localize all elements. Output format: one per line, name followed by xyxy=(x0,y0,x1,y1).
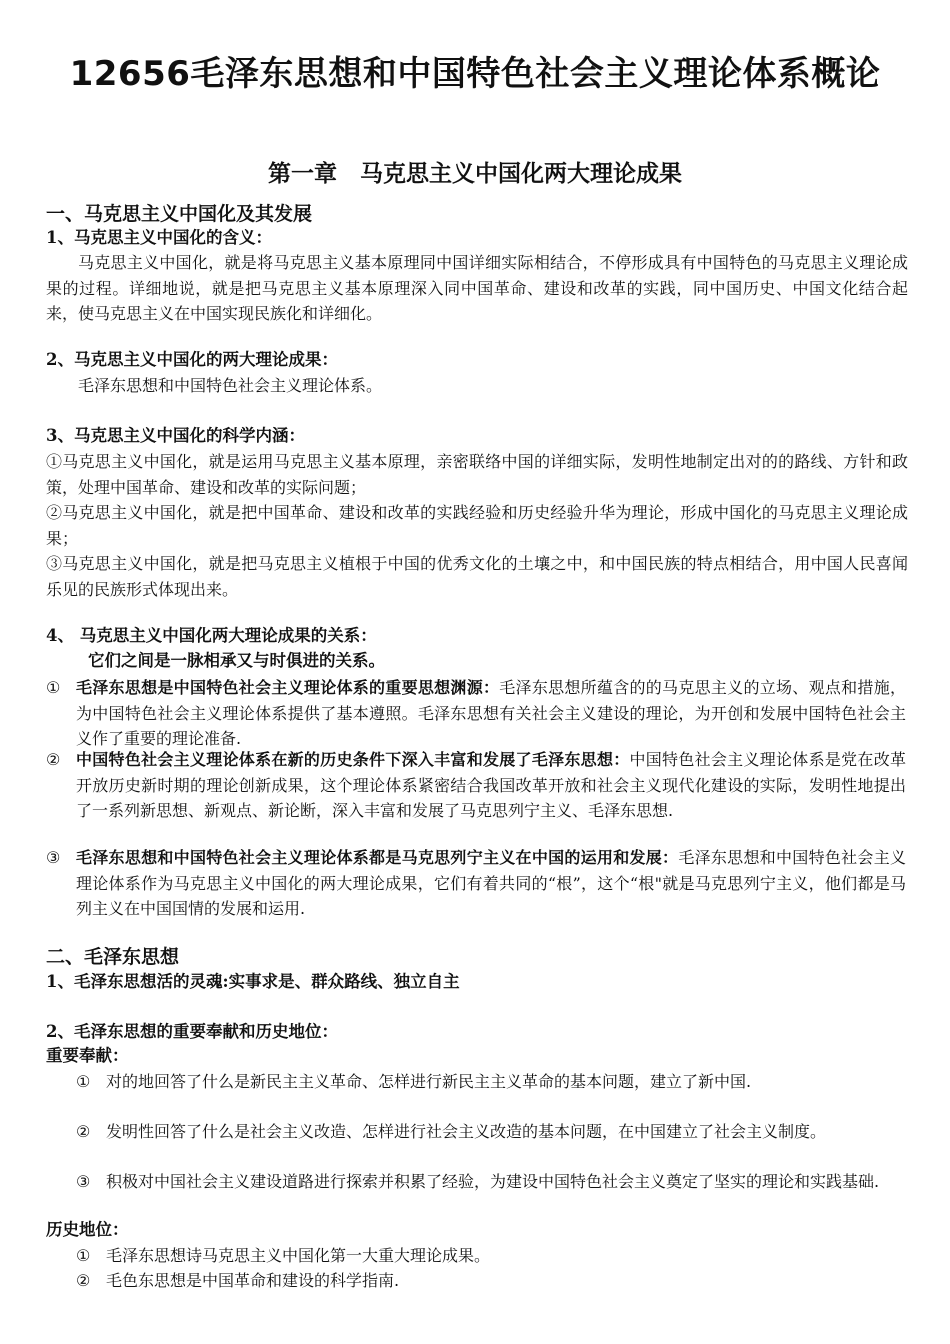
list-item xyxy=(46,845,906,922)
item-bold-lead: 毛泽东思想和中国特色社会主义理论体系都是马克思列宁主义在中国的运用和发展： xyxy=(76,848,679,867)
item-text: 积极对中国社会主义建设道路进行探索并积累了经验，为建设中国特色社会主义奠定了坚实的理论和实践基础. xyxy=(106,1172,880,1191)
question-heading: 4、 马克思主义中国化两大理论成果的关系： xyxy=(46,626,377,645)
section-heading: 一、马克思主义中国化及其发展 xyxy=(46,203,313,225)
document-title: 12656毛泽东思想和中国特色社会主义理论体系概论 xyxy=(69,54,881,94)
item-text: 发明性回答了什么是社会主义改造、怎样进行社会主义改造的基本问题，在中国建立了社会主义制度。 xyxy=(106,1122,827,1141)
item-bold-lead: 毛泽东思想是中国特色社会主义理论体系的重要思想渊源： xyxy=(76,678,500,697)
item-text: 毛泽东思想所蕴含的的马克思主义的立场、观点和措施，为中国特色社会主义理论体系提供了基本遵照。毛泽东思想有关社会主义建设的理论，为开创和发展中国特色社会主义作了重要的理论准备. xyxy=(76,678,906,748)
list-item xyxy=(76,1268,908,1294)
sub-label: 历史地位： xyxy=(46,1220,129,1239)
item-number: ① xyxy=(76,1246,91,1265)
list-item xyxy=(46,747,906,824)
sub-label: 重要奉献： xyxy=(46,1046,129,1065)
list-item: ③马克思主义中国化，就是把马克思主义植根于中国的优秀文化的土壤之中，和中国民族的特点相结合，用中国人民喜闻乐见的民族形式体现出来。 xyxy=(46,554,908,599)
list-item xyxy=(76,1069,908,1095)
item-text: 中国特色社会主义理论体系是党在改革开放历史新时期的理论创新成果，这个理论体系紧密结合我国改革开放和社会主义现代化建设的实际，发明性地提出了一系列新思想、新观点、新论断，深入丰富和发展了马克思列宁主义、毛泽东思想. xyxy=(76,750,906,820)
summary-text: 它们之间是一脉相承又与时俱进的关系。 xyxy=(88,651,385,670)
question-heading: 1、毛泽东思想活的灵魂:实事求是、群众路线、独立自主 xyxy=(46,972,460,991)
list-item: ②马克思主义中国化，就是把中国革命、建设和改革的实践经验和历史经验升华为理论，形成中国化的马克思主义理论成果； xyxy=(46,503,908,548)
item-text: 对的地回答了什么是新民主主义革命、怎样进行新民主主义革命的基本问题，建立了新中国. xyxy=(106,1072,752,1091)
section-heading: 二、毛泽东思想 xyxy=(46,946,180,968)
chapter-title: 第一章 马克思主义中国化两大理论成果 xyxy=(268,160,682,187)
list-item xyxy=(46,675,906,752)
item-number: ② xyxy=(76,1122,91,1141)
item-text: 毛色东思想是中国革命和建设的科学指南. xyxy=(106,1271,400,1290)
question-heading: 3、马克思主义中国化的科学内涵： xyxy=(46,426,305,445)
paragraph: 毛泽东思想和中国特色社会主义理论体系。 xyxy=(78,376,383,395)
item-number: ③ xyxy=(76,1172,91,1191)
question-heading: 1、马克思主义中国化的含义： xyxy=(46,228,272,247)
item-number: ② xyxy=(76,1271,91,1290)
list-item xyxy=(76,1169,908,1195)
item-number: ② xyxy=(46,750,61,769)
item-text: 毛泽东思想诗马克思主义中国化第一大重大理论成果。 xyxy=(106,1246,491,1265)
paragraph: 马克思主义中国化，就是将马克思主义基本原理同中国详细实际相结合，不停形成具有中国特色的马克思主义理论成果的过程。详细地说，就是把马克思主义基本原理深入同中国革命、建设和改革的实践，同中国历史、中国文化结合起来，使马克思主义在中国实现民族化和详细化。 xyxy=(46,253,908,323)
item-number: ① xyxy=(76,1072,91,1091)
question-heading: 2、马克思主义中国化的两大理论成果： xyxy=(46,350,338,369)
item-number: ① xyxy=(46,678,61,697)
item-bold-lead: 中国特色社会主义理论体系在新的历史条件下深入丰富和发展了毛泽东思想： xyxy=(76,750,630,769)
list-item xyxy=(76,1119,908,1145)
question-heading: 2、毛泽东思想的重要奉献和历史地位： xyxy=(46,1022,338,1041)
list-item: ①马克思主义中国化，就是运用马克思主义基本原理，亲密联络中国的详细实际，发明性地制定出对的的路线、方针和政策，处理中国革命、建设和改革的实际问题； xyxy=(46,452,908,497)
list-item xyxy=(76,1243,908,1269)
item-number: ③ xyxy=(46,848,61,867)
item-text: 毛泽东思想和中国特色社会主义理论体系作为马克思主义中国化的两大理论成果，它们有着共同的“根”，这个“根"就是马克思列宁主义，他们都是马列主义在中国国情的发展和运用. xyxy=(76,848,906,918)
